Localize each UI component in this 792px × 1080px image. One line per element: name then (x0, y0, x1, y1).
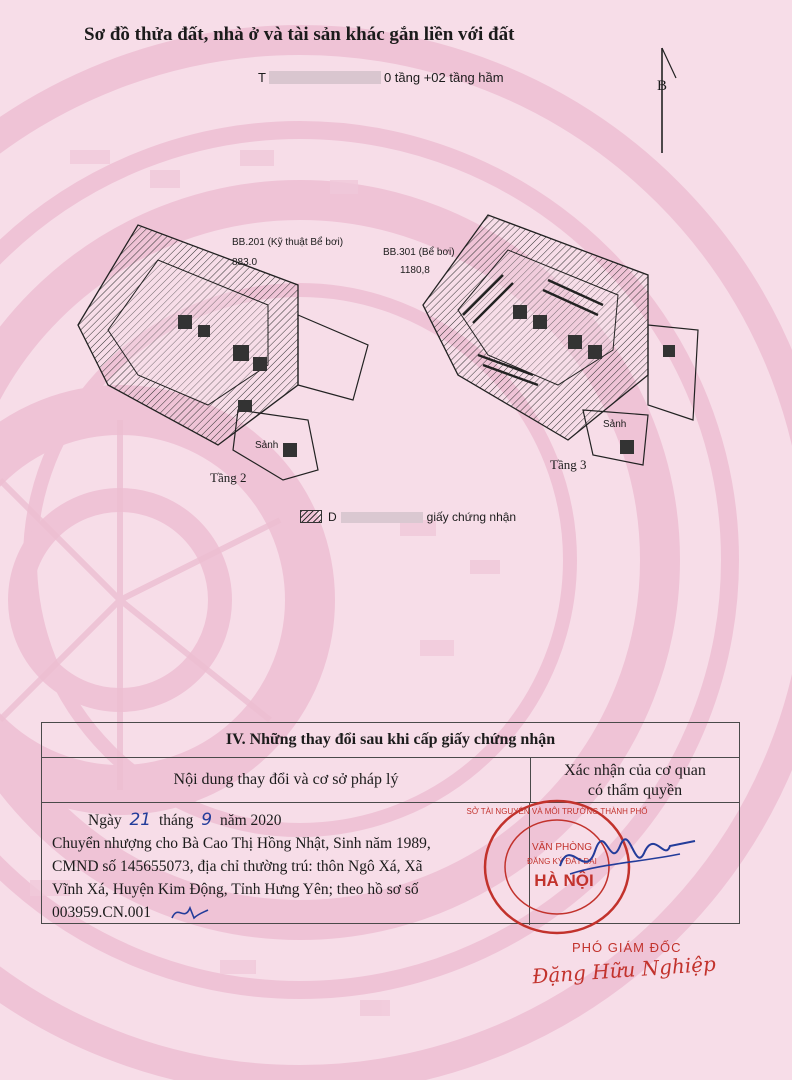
stamp-center-1: VĂN PHÒNG (531, 842, 593, 853)
plan-3-lobby: Sảnh (603, 419, 627, 430)
date-day: 21 (129, 810, 152, 830)
date-month: 9 (201, 810, 213, 830)
date-year: năm 2020 (219, 812, 282, 829)
stamp-top-text: SỞ TÀI NGUYÊN VÀ MÔI TRƯỜNG THÀNH PHỐ (466, 807, 648, 816)
legend-suffix: giấy chứng nhận (426, 510, 517, 524)
confirm-header-line2: có thẩm quyền (587, 782, 683, 799)
changes-table (41, 722, 740, 924)
changes-table-heading: IV. Những thay đổi sau khi cấp giấy chứng nhận (42, 723, 739, 758)
redaction-block (269, 71, 381, 84)
handwritten-signature (550, 826, 700, 886)
legend (300, 510, 516, 524)
stamp-center-3: HÀ NỘI (534, 871, 594, 890)
column-content-header: Nội dung thay đổi và cơ sở pháp lý (42, 758, 531, 802)
signatory-position: PHÓ GIÁM ĐỐC (572, 940, 682, 955)
changes-table-header-row (42, 758, 739, 803)
floor-plan-3 (408, 205, 708, 470)
north-label: B (657, 78, 668, 94)
stamp-center-2: ĐĂNG KÝ ĐẤT ĐAI (527, 857, 597, 866)
redaction-block (341, 512, 423, 523)
subtitle-end: 0 tầng +02 tầng hầm (383, 70, 504, 85)
floor-plan-2 (68, 215, 378, 495)
change-date (52, 809, 529, 832)
north-arrow-icon (656, 48, 682, 153)
plan-2-floor-label: Tầng 2 (210, 470, 247, 485)
change-line-2: CMND số 145655073, địa chỉ thường trú: thôn Ngô Xá, Xã (52, 858, 423, 875)
initials-signature (170, 900, 210, 924)
hatch-swatch-icon (300, 510, 322, 523)
legend-prefix: D (328, 510, 337, 524)
signatory-name: Đặng Hữu Nghiệp (531, 951, 717, 989)
confirm-header-line1: Xác nhận của cơ quan (564, 762, 706, 779)
plan-2-unit-label: BB.201 (Kỹ thuật Bể bơi) (232, 237, 344, 248)
plan-2-lobby: Sảnh (255, 440, 279, 451)
document-title: Sơ đồ thửa đất, nhà ở và tài sản khác gắn liền với đất (84, 24, 515, 45)
plan-2-area: 883.0 (232, 257, 258, 268)
plan-3-floor-label: Tầng 3 (550, 457, 587, 472)
column-confirm-header (531, 758, 739, 802)
date-month-label: tháng (158, 812, 194, 829)
date-prefix: Ngày (88, 812, 122, 829)
change-line-1: Chuyển nhượng cho Bà Cao Thị Hồng Nhật, Sinh năm 1989, (52, 835, 431, 852)
hatched-area (78, 225, 298, 445)
change-line-4: 003959.CN.001 (52, 904, 152, 921)
change-line-3: Vĩnh Xá, Huyện Kim Động, Tỉnh Hưng Yên; theo hồ sơ số (52, 881, 419, 898)
plan-3-unit-label: BB.301 (Bể bơi) (383, 247, 455, 258)
subtitle-start: T (258, 70, 266, 85)
change-content-cell (42, 803, 530, 925)
building-subtitle (258, 70, 504, 85)
plan-3-area: 1180,8 (400, 265, 430, 276)
